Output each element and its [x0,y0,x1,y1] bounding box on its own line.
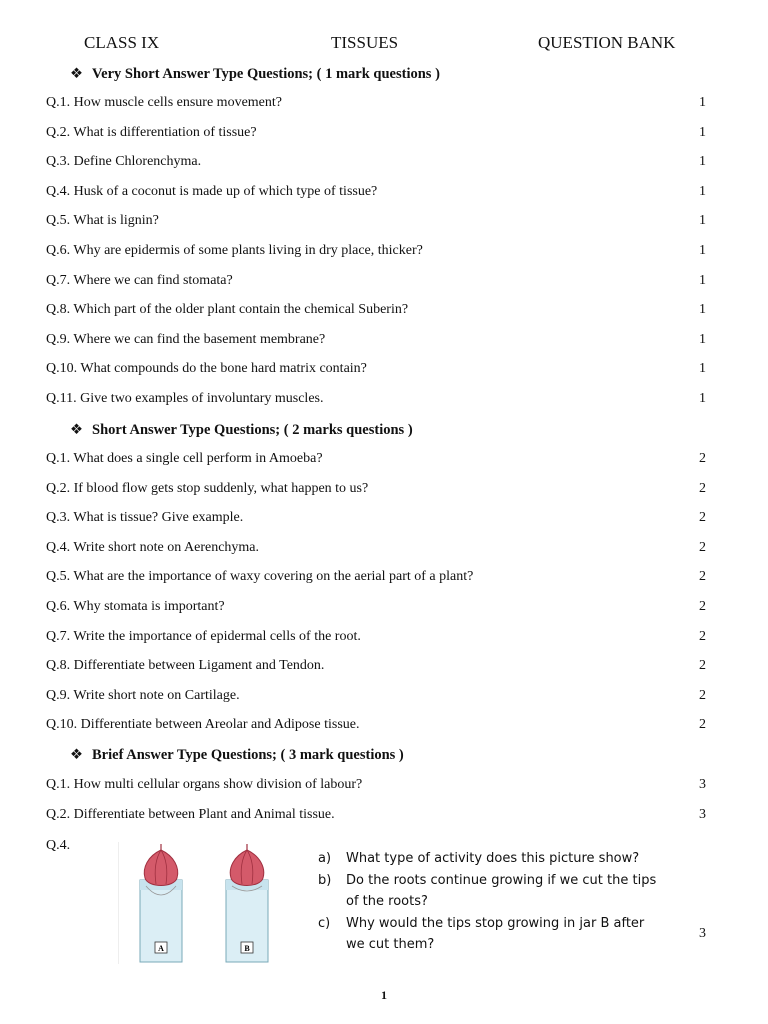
question-row [46,125,706,145]
question-text: Q.8. Differentiate between Ligament and Tendon. [46,658,325,674]
option-text: What type of activity does this picture show? [346,851,640,866]
question-row [46,717,706,737]
question-text: Q.5. What are the importance of waxy covering on the aerial part of a plant? [46,569,474,585]
question-text: Q.8. Which part of the older plant contain the chemical Suberin? [46,302,409,318]
question-row [46,184,706,204]
jar-b-label: B [244,944,250,953]
question-text: Q.2. Differentiate between Plant and Animal tissue. [46,806,335,822]
question-row [46,510,706,530]
option-text: Why would the tips stop growing in jar B after we cut them? [346,915,645,952]
question-text: Q.7. Write the importance of epidermal cells of the root. [46,628,361,644]
question-marks: 2 [699,451,706,466]
question-marks: 1 [699,243,706,258]
question-row [46,273,706,293]
question-row [46,391,706,411]
question-text: Q.4. Husk of a coconut is made up of which type of tissue? [46,183,378,199]
section-title-text: Short Answer Type Questions; ( 2 marks questions ) [92,422,413,438]
diamond-bullet-icon: ❖ [70,66,83,82]
question-row [46,807,706,827]
question-marks: 1 [699,213,706,229]
option-label: c) [318,915,331,931]
question-marks: 2 [699,510,706,526]
question-row [46,95,706,115]
question-text: Q.11. Give two examples of involuntary muscles. [46,391,324,406]
section-title [70,747,404,764]
question-marks: 1 [699,331,706,347]
question-row [46,569,706,589]
question-text: Q.1. What does a single cell perform in Amoeba? [46,451,323,466]
question-marks: 1 [699,124,706,140]
question-row [46,926,706,946]
question-marks: 1 [699,183,706,199]
question-marks: 1 [699,272,706,288]
question-text: Q.10. What compounds do the bone hard matrix contain? [46,361,367,377]
option-label: a) [318,851,332,866]
question-marks: 1 [699,95,706,110]
question-marks: 3 [699,777,706,792]
header-topic: TISSUES [331,33,399,52]
question-marks: 2 [699,658,706,674]
question-row [46,658,706,678]
question-marks: 1 [699,302,706,318]
header-class: CLASS IX [84,33,160,52]
question-marks: 1 [699,154,706,170]
question-marks: 3 [699,926,706,941]
question-row [46,688,706,708]
page-number: 1 [381,988,387,1002]
question-text: Q.10. Differentiate between Areolar and Adipose tissue. [46,717,360,733]
question-text: Q.5. What is lignin? [46,213,159,229]
section-title [70,66,440,83]
header-bank: QUESTION BANK [538,33,676,52]
question-row [46,332,706,352]
jar-a-label: A [158,944,164,953]
option-item [318,870,666,913]
question-text: Q.3. What is tissue? Give example. [46,510,244,526]
option-text: Do the roots continue growing if we cut the tips of the roots? [346,872,657,909]
question-row [46,213,706,233]
question-text: Q.3. Define Chlorenchyma. [46,154,202,170]
option-item [318,848,666,870]
question-text: Q.1. How multi cellular organs show division of labour? [46,777,363,792]
question-row [46,361,706,381]
question-marks: 2 [699,539,706,555]
question-row [46,154,706,174]
question-marks: 3 [699,806,706,822]
question-marks: 2 [699,480,706,496]
question-text: Q.2. If blood flow gets stop suddenly, what happen to us? [46,480,369,496]
question-text: Q.9. Write short note on Cartilage. [46,687,240,703]
section-title [70,422,413,439]
section-title-text: Brief Answer Type Questions; ( 3 mark questions ) [92,747,404,763]
question-text: Q.4. Write short note on Aerenchyma. [46,539,260,555]
option-label: b) [318,872,332,888]
question-marks: 1 [699,391,706,406]
question-text: Q.1. How muscle cells ensure movement? [46,95,282,110]
question-text: Q.2. What is differentiation of tissue? [46,124,257,140]
question-marks: 1 [699,361,706,377]
question-marks: 2 [699,569,706,585]
question-marks: 2 [699,717,706,733]
question-row [46,243,706,263]
question-row [46,629,706,649]
question-text: Q.9. Where we can find the basement membrane? [46,331,326,347]
question-marks: 2 [699,687,706,703]
diamond-bullet-icon: ❖ [70,747,83,763]
question-text: Q.6. Why are epidermis of some plants living in dry place, thicker? [46,243,423,258]
question-row [46,777,706,797]
question-row [46,481,706,501]
question-marks: 2 [699,628,706,644]
question-row [46,302,706,322]
question-text: Q.4. [46,838,71,853]
question-text: Q.7. Where we can find stomata? [46,272,233,288]
question-row [46,540,706,560]
diamond-bullet-icon: ❖ [70,422,83,438]
question-marks: 2 [699,599,706,614]
question-text: Q.6. Why stomata is important? [46,599,225,614]
question-row [46,451,706,471]
question-row [46,599,706,619]
section-title-text: Very Short Answer Type Questions; ( 1 mark questions ) [92,66,440,82]
